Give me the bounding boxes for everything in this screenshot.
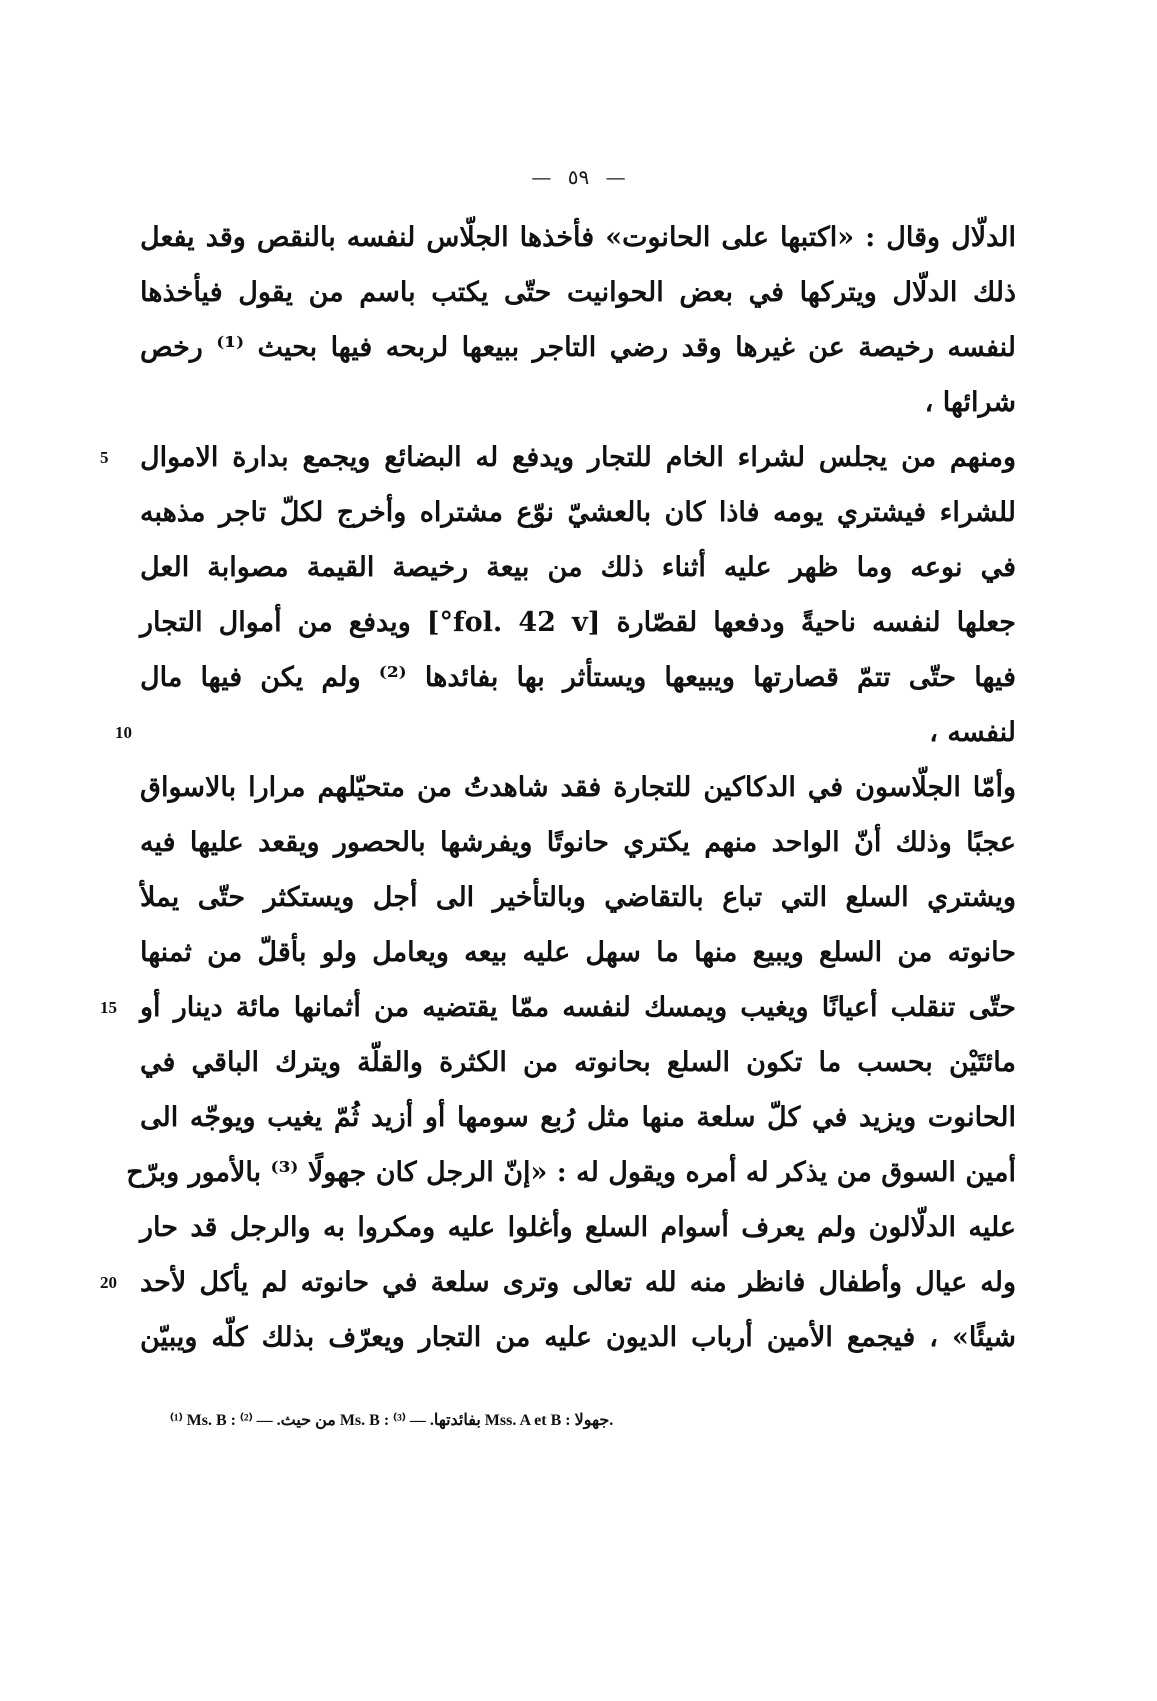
text-line-content: وله عيال وأطفال فانظر منه لله تعالى وترى سلعة في حانوته لم يأكل لأحد xyxy=(140,1267,1016,1298)
text-line xyxy=(100,1255,1016,1310)
text-line-content: حانوته من السلع ويبيع منها ما سهل عليه بيعه ويعامل ولو بأقلّ من ثمنها xyxy=(140,937,1016,968)
page-number xyxy=(0,165,1157,189)
text-line xyxy=(140,650,1016,705)
arabic-body-text xyxy=(100,210,1017,1365)
text-line xyxy=(140,595,1016,650)
text-line xyxy=(140,375,1016,430)
text-line xyxy=(100,980,1016,1035)
text-line-content: في نوعه وما ظهر عليه أثناء ذلك من بيعة رخيصة القيمة مصوابة العل xyxy=(140,552,1016,583)
text-line-content: أمين السوق من يذكر له أمره ويقول له : «إنّ الرجل كان جهولًا ⁽³⁾ بالأمور وبرّح xyxy=(126,1157,1016,1188)
text-line xyxy=(140,815,1016,870)
line-number: 20 xyxy=(100,1273,117,1292)
line-number: 15 xyxy=(100,998,117,1017)
page-number-value: ٥٩ xyxy=(567,165,590,189)
text-line xyxy=(140,210,1016,265)
text-line-content: لنفسه ، xyxy=(929,717,1016,748)
text-line-content: الحانوت ويزيد في كلّ سلعة منها مثل رُبع سومها أو أزيد ثُمّ يغيب ويوجّه الى xyxy=(140,1102,1016,1133)
page-number-dash-right: — xyxy=(605,165,626,189)
text-line xyxy=(115,705,1016,760)
text-line-content: شيئًا» ، فيجمع الأمين أرباب الديون عليه من التجار ويعرّف بذلك كلّه ويبيّن xyxy=(140,1322,1016,1353)
text-line-content: الدلّال وقال : «اكتبها على الحانوت» فأخذها الجلّاس لنفسه بالنقص وقد يفعل xyxy=(140,222,1016,253)
text-line-content: فيها حتّى تتمّ قصارتها ويبيعها ويستأثر بها بفائدها ⁽²⁾ ولم يكن فيها مال xyxy=(140,662,1016,693)
text-line-content: عجبًا وذلك أنّ الواحد منهم يكتري حانوتًا ويفرشها بالحصور ويقعد عليها فيه xyxy=(140,827,1016,858)
text-line xyxy=(140,540,1016,595)
footnotes: ⁽¹⁾ Ms. B : من حيث. — ⁽²⁾ Ms. B : بفائدتها. — ⁽³⁾ Mss. A et B : جهولا. xyxy=(170,1412,614,1429)
text-line-content: وأمّا الجلّاسون في الدكاكين للتجارة فقد شاهدتُ من متحيّلهم مرارا بالاسواق xyxy=(140,772,1016,803)
text-line-content: عليه الدلّالون ولم يعرف أسوام السلع وأغلوا عليه ومكروا به والرجل قد حار xyxy=(140,1212,1016,1243)
text-line xyxy=(140,1090,1016,1145)
text-line xyxy=(140,1035,1016,1090)
text-line-content: مائتَيْن بحسب ما تكون السلع بحانوته من الكثرة والقلّة ويترك الباقي في xyxy=(140,1047,1016,1078)
text-line xyxy=(140,320,1016,375)
text-line xyxy=(100,430,1016,485)
line-number: 5 xyxy=(100,448,109,467)
text-line-content: ومنهم من يجلس لشراء الخام للتجار ويدفع له البضائع ويجمع بدارة الاموال xyxy=(140,442,1016,473)
text-line-content: شرائها ، xyxy=(924,387,1016,418)
text-line xyxy=(140,925,1016,980)
text-line xyxy=(140,265,1016,320)
text-line-content: ويشتري السلع التي تباع بالتقاضي وبالتأخير الى أجل ويستكثر حتّى يملأ xyxy=(140,882,1016,913)
page-number-dash-left: — xyxy=(531,165,552,189)
text-line-content: للشراء فيشتري يومه فاذا كان بالعشيّ نوّع مشتراه وأخرج لكلّ تاجر مذهبه xyxy=(140,497,1016,528)
text-line xyxy=(140,485,1016,540)
text-line-content: ذلك الدلّال ويتركها في بعض الحوانيت حتّى يكتب باسم من يقول فيأخذها xyxy=(140,277,1016,308)
text-line xyxy=(140,1310,1016,1365)
text-line xyxy=(140,870,1016,925)
text-line-content: حتّى تنقلب أعيانًا ويغيب ويمسك لنفسه ممّا يقتضيه من أثمانها مائة دينار أو xyxy=(140,992,1016,1023)
line-number: 10 xyxy=(115,723,132,742)
text-line xyxy=(140,760,1016,815)
text-line xyxy=(126,1145,1016,1200)
text-line xyxy=(140,1200,1016,1255)
text-line-content: لنفسه رخيصة عن غيرها وقد رضي التاجر ببيعها لربحه فيها بحيث ⁽¹⁾ رخص xyxy=(140,332,1017,363)
text-line-content: جعلها لنفسه ناحيةً ودفعها لقصّارة [fol. 42 v°] ويدفع من أموال التجار xyxy=(140,607,1016,638)
